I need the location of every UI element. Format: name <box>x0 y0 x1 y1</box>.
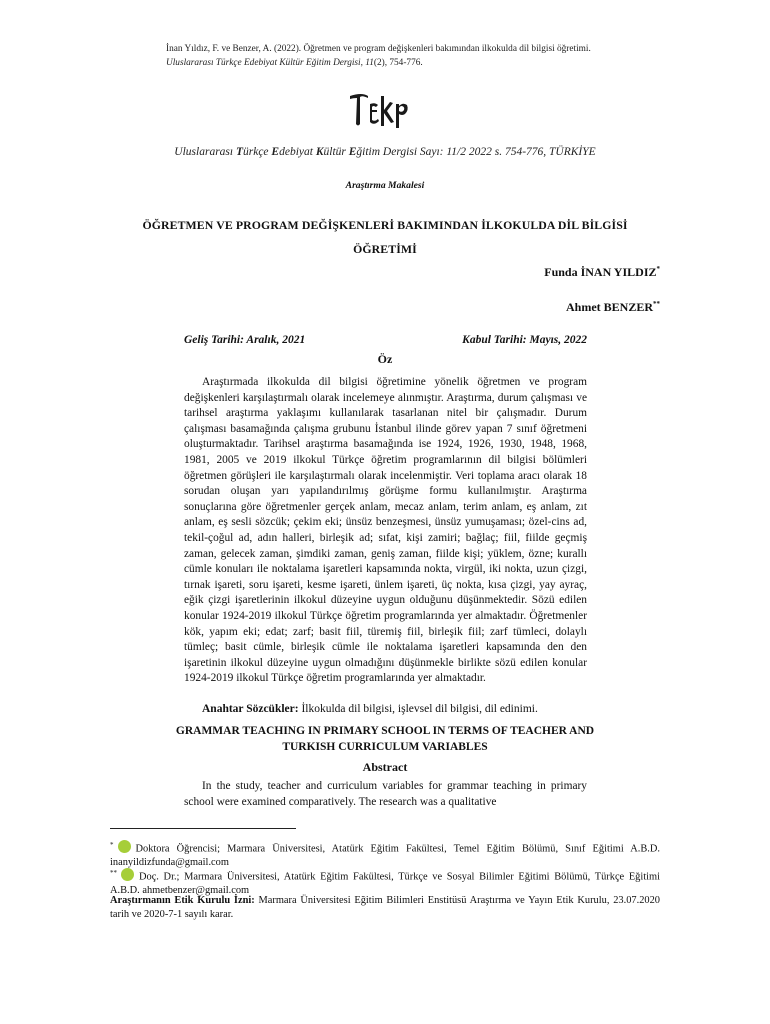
journal-word: debiyat <box>279 146 316 158</box>
ethics-label: Araştırmanın Etik Kurulu İzni: <box>110 895 255 906</box>
journal-initial: E <box>348 146 357 158</box>
author-1 <box>544 265 660 280</box>
footnote-rule <box>110 828 296 829</box>
journal-word: ültür <box>323 146 349 158</box>
oz-text: Araştırmada ilkokulda dil bilgisi öğretimine yönelik öğretmen ve program değişkenleri karşılaştırmalı olarak incelemeye alınmıştır. Araştırma, durum çalışması ve tarihsel araştırma yaklaşımı kullanılarak tasarlanan nitel bir çalışmadır. Durum çalışması basamağında çalışma grubunu İstanbul ilinde görev yapan 7 sınıf öğretmeni oluşturmaktadır. Tarihsel araştırma basamağında ise 1924, 1926, 1930, 1948, 1968, 1981, 2005 ve 2019 ilkokul Türkçe öğretim programlarının dil bilgisi bölümleri öğretmen görüşleri ile karşılaştırmalı olarak incelenmiştir. Veri toplama aracı olarak 18 sorudan oluşan yarı yapılandırılmış görüşme formu kullanılmıştır. Araştırma sonuçlarına göre öğretmenler gerçek anlam, mecaz anlam, terim anlam, eş anlam, zıt anlam, eş sesli sözcük; çekim eki; ünsüz benzeşmesi, ünsüz yumuşaması; özel-cins ad, tekil-çoğul ad, adın halleri, birleşik ad; sıfat, kişi zamiri; bağlaç; fiil, fiilde geçmiş zaman, gelecek zaman, şimdiki zaman, geniş zaman, fiilde kişi; yüklem, özne; kurallı cümle konuları ile noktalama işaretleri kapsamında nokta, virgül, iki nokta, uzun çizgi, tırnak işareti, soru işareti, kesme işareti, ünlem işareti, üç nokta, kısa çizgi, yay ayraç, eğik çizgi işaretlerinin ilkokul düzeyine uygun olduğunu düşünmektedir. Sözü edilen konular 1924-2019 ilkokul Türkçe öğretim programlarında yer almaktadır. Öğretmenler kök, yapım eki; edat; zarf; basit fiil, türemiş fiil, birleşik fiil; zarf tümleci, dolaylı tümleç; basit cümle, birleşik cümle ile noktalama işaretleri kapsamında den den işaretinin ilkokul düzeyine uygun olmadığını düşünmekle birlikte sözü edilen konular 1924-2019 ilkokul Türkçe öğretim programlarında yer almaktadır. <box>184 376 587 685</box>
journal-initial: K <box>315 146 324 158</box>
article-type: Araştırma Makalesi <box>345 180 425 191</box>
abstract-text: In the study, teacher and curriculum variables for grammar teaching in primary school were examined comparatively. The research was a qualitative <box>184 780 587 808</box>
footnote-mark: * <box>110 841 114 849</box>
english-title: GRAMMAR TEACHING IN PRIMARY SCHOOL IN TERMS OF TEACHER AND TURKISH CURRICULUM VARIABLES <box>175 725 595 753</box>
accepted-date: Kabul Tarihi: Mayıs, 2022 <box>462 334 587 346</box>
journal-word: Uluslararası <box>174 146 236 158</box>
citation-prefix: İnan Yıldız, F. ve Benzer, A. (2022). Öğretmen ve program değişkenleri bakımından ilkokulda dil bilgisi öğretimi. <box>166 44 591 54</box>
ethics-note <box>110 894 660 922</box>
author-2 <box>566 300 660 315</box>
journal-line <box>100 146 670 158</box>
orcid-icon[interactable] <box>118 840 131 853</box>
journal-word: ğitim Dergisi Sayı: 11/2 2022 s. 754-776, TÜRKİYE <box>356 146 596 158</box>
received-date: Geliş Tarihi: Aralık, 2021 <box>184 334 306 346</box>
citation-issue: (2), 754-776. <box>373 58 423 68</box>
footnote-mark: ** <box>110 869 117 877</box>
citation <box>166 42 626 70</box>
footnote-text: Doç. Dr.; Marmara Üniversitesi, Atatürk Eğitim Fakültesi, Türkçe ve Sosyal Bilimler Eğitimi Bölümü, Türkçe Eğitimi A.B.D. ahmetbenzer@gmail.com <box>110 871 660 897</box>
journal-word: ürkçe <box>243 146 272 158</box>
journal-logo <box>348 90 410 130</box>
keywords <box>202 703 538 715</box>
citation-journal: Uluslararası Türkçe Edebiyat Kültür Eğitim Dergisi, 11 <box>166 58 374 68</box>
ethics-text: Marmara Üniversitesi Eğitim Bilimleri Enstitüsü Araştırma ve Yayın Etik Kurulu, 23.07.2020 tarih ve 2020-7-1 sayılı karar. <box>110 895 660 920</box>
footnote-text: Doktora Öğrencisi; Marmara Üniversitesi, Atatürk Eğitim Fakültesi, Temel Eğitim Bölümü, Sınıf Eğitimi A.B.D. inanyildizfunda@gmail.com <box>110 843 660 869</box>
article-title: ÖĞRETMEN VE PROGRAM DEĞİŞKENLERİ BAKIMINDAN İLKOKULDA DİL BİLGİSİ ÖĞRETİMİ <box>142 218 628 256</box>
author-name: Ahmet BENZER <box>565 300 653 314</box>
author-name: Funda İNAN YILDIZ <box>544 265 657 279</box>
abstract-heading: Abstract <box>362 760 408 774</box>
author-mark: ** <box>653 300 660 308</box>
oz-heading: Öz <box>377 352 393 366</box>
keywords-label: Anahtar Sözcükler: <box>202 703 299 715</box>
journal-initial: T <box>235 146 243 158</box>
author-mark: * <box>656 265 660 273</box>
journal-initial: E <box>271 146 280 158</box>
orcid-icon[interactable] <box>121 868 134 881</box>
keywords-text: İlkokulda dil bilgisi, işlevsel dil bilgisi, dil edinimi. <box>298 703 538 715</box>
